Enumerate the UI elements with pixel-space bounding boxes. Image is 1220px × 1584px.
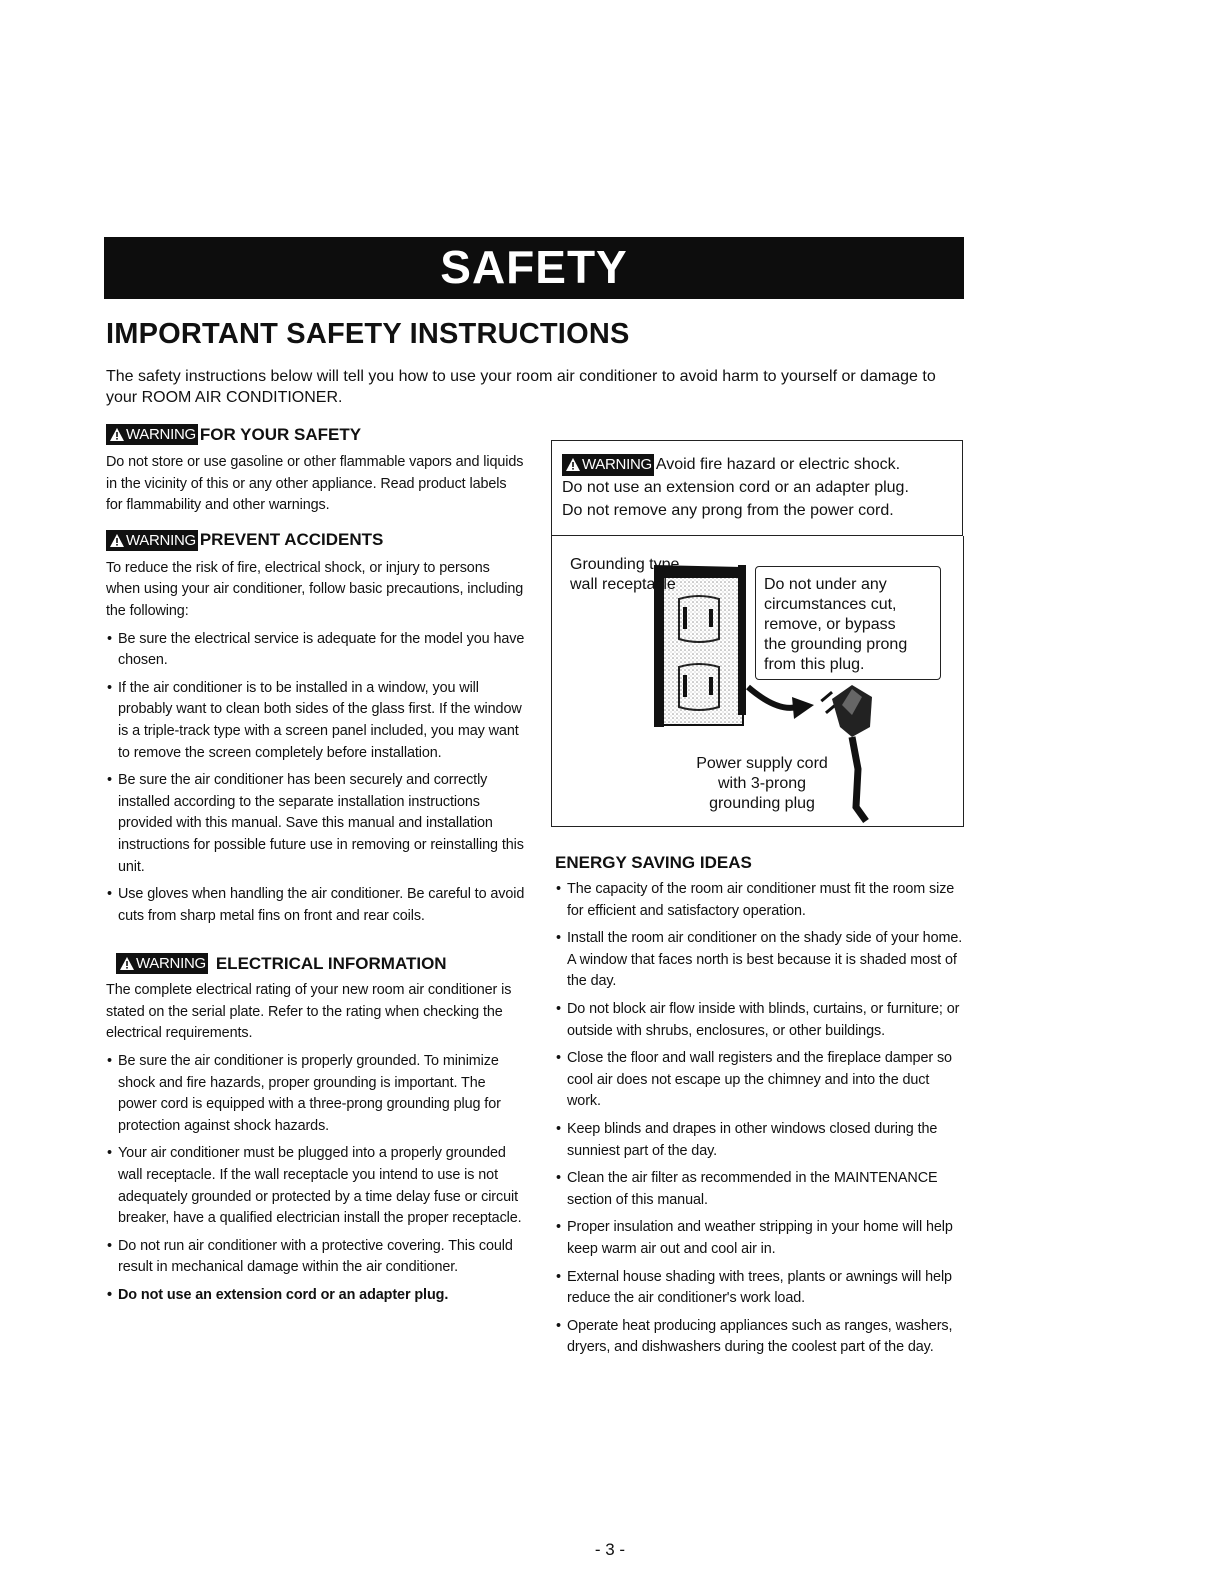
paragraph: The complete electrical rating of your new room air conditioner is stated on the serial plate. Refer to the rating when checking the electrical requirements. (106, 982, 512, 1042)
warning-triangle-icon (565, 457, 581, 472)
warning-triangle-icon (119, 956, 135, 971)
list-item-bold: • Do not use an extension cord or an adapter plug. (106, 1285, 526, 1307)
list-item: • Install the room air conditioner on the shady side of your home. A window that faces north is best because it is shaded most of the day. (555, 928, 967, 993)
list-item: • Close the floor and wall registers and the fireplace damper so cool air does not escape up the chimney and into the duct work. (555, 1048, 967, 1113)
list-item: • Clean the air filter as recommended in the MAINTENANCE section of this manual. (555, 1168, 967, 1211)
section-heading-text: ELECTRICAL INFORMATION (215, 953, 447, 973)
list-item: • Your air conditioner must be plugged into a properly grounded wall receptacle. If the wall receptacle you intend to use is not adequately grounded or protected by a time delay fuse or circuit breaker, have a qualified electrician install the proper receptacle. (106, 1143, 526, 1229)
arrow-icon (748, 687, 797, 708)
fire-warning-line1: Avoid fire hazard or electric shock. (655, 456, 901, 473)
fire-warning-box (551, 440, 963, 536)
section-heading-text: ENERGY SAVING IDEAS (555, 853, 752, 872)
list-item: • Be sure the electrical service is adequate for the model you have chosen. (106, 629, 526, 672)
list-item: • Keep blinds and drapes in other windows closed during the sunniest part of the day. (555, 1119, 967, 1162)
warning-label: WARNING (136, 955, 206, 973)
receptacle-label-line: Grounding type (570, 556, 680, 573)
warning-badge (106, 530, 198, 551)
callout-line: the grounding prong (764, 636, 908, 653)
prevent-accidents-heading (106, 530, 526, 551)
fire-warning-line2: Do not use an extension cord or an adapter plug. (562, 479, 909, 496)
warning-triangle-icon (109, 427, 125, 442)
warning-label: WARNING (126, 426, 196, 443)
list-item: • If the air conditioner is to be installed in a window, you will probably want to clean both sides of the glass first. If the window is a triple-track type with a screen panel included, you may want to remove the screen completely before installation. (106, 678, 526, 764)
cord-label-line: with 3-prong (717, 775, 807, 792)
energy-heading (555, 853, 967, 873)
page-number: - 3 - (594, 1540, 626, 1559)
left-column (106, 424, 526, 1307)
page-title: IMPORTANT SAFETY INSTRUCTIONS (106, 318, 630, 350)
list-item: • Proper insulation and weather stripping in your home will help keep warm air out and cool air in. (555, 1217, 967, 1260)
warning-triangle-icon (109, 533, 125, 548)
list-item: • External house shading with trees, plants or awnings will help reduce the air conditioner's work load. (555, 1267, 967, 1310)
power-cord-label (672, 754, 852, 814)
callout-line: from this plug. (764, 656, 865, 673)
for-your-safety-text (106, 452, 526, 517)
warning-label: WARNING (582, 456, 652, 473)
list-item: • Do not run air conditioner with a protective covering. This could result in mechanical damage within the air conditioner. (106, 1236, 526, 1279)
list-item: • Be sure the air conditioner has been securely and correctly installed according to the separate installation instructions provided with this manual. Save this manual and installation instructions for possible future use in removing or reinstalling this unit. (106, 770, 526, 878)
receptacle-label (570, 555, 679, 595)
callout-line: Do not under any (764, 576, 887, 593)
list-item: • Operate heat producing appliances such as ranges, washers, dryers, and dishwashers during the coolest part of the day. (555, 1316, 967, 1359)
callout-line: circumstances cut, (764, 596, 897, 613)
for-your-safety-heading (106, 424, 526, 445)
section-heading-text: PREVENT ACCIDENTS (199, 530, 384, 550)
fire-warning-line3: Do not remove any prong from the power cord. (562, 502, 894, 519)
prevent-accidents-list (106, 629, 526, 928)
list-item: • The capacity of the room air conditioner must fit the room size for efficient and satisfactory operation. (555, 879, 967, 922)
electrical-text (106, 980, 526, 1045)
prevent-accidents-text (106, 558, 526, 623)
list-item: • Use gloves when handling the air conditioner. Be careful to avoid cuts from sharp metal fins on front and rear coils. (106, 884, 526, 927)
energy-list (555, 879, 967, 1359)
receptacle-label-line: wall receptacle (570, 576, 676, 593)
grounding-prong-callout (755, 566, 941, 680)
banner-title: SAFETY (440, 241, 628, 293)
section-heading-text: FOR YOUR SAFETY (199, 424, 362, 444)
callout-text (764, 575, 907, 675)
cord-label-line: Power supply cord (696, 755, 828, 772)
safety-banner (104, 237, 964, 299)
warning-badge (116, 953, 208, 974)
electrical-list (106, 1051, 526, 1307)
list-item: • Do not block air flow inside with blinds, curtains, or furniture; or outside with shrubs, enclosures, or other buildings. (555, 999, 967, 1042)
warning-badge (562, 454, 654, 476)
paragraph: Do not store or use gasoline or other flammable vapors and liquids in the vicinity of this or any other appliance. Read product labels for flammability and other warnings. (106, 454, 524, 514)
electrical-heading (116, 953, 526, 974)
warning-label: WARNING (126, 531, 196, 549)
list-item: • Be sure the air conditioner is properly grounded. To minimize shock and fire hazards, proper grounding is important. The power cord is equipped with a three-prong grounding plug for protection against shock hazards. (106, 1051, 526, 1137)
fire-warning-line (562, 453, 958, 476)
arrow-head-icon (792, 697, 814, 719)
warning-badge (106, 424, 198, 445)
fire-warning-text (562, 453, 958, 522)
paragraph: To reduce the risk of fire, electrical shock, or injury to persons when using your air conditioner, follow basic precautions, including the following: (106, 559, 524, 619)
energy-section (555, 853, 967, 1359)
cord-label-line: grounding plug (709, 795, 815, 812)
callout-line: remove, or bypass (764, 616, 896, 633)
intro-paragraph: The safety instructions below will tell you how to use your room air conditioner to avoid harm to yourself or damage to your ROOM AIR CONDITIONER. (106, 368, 936, 406)
